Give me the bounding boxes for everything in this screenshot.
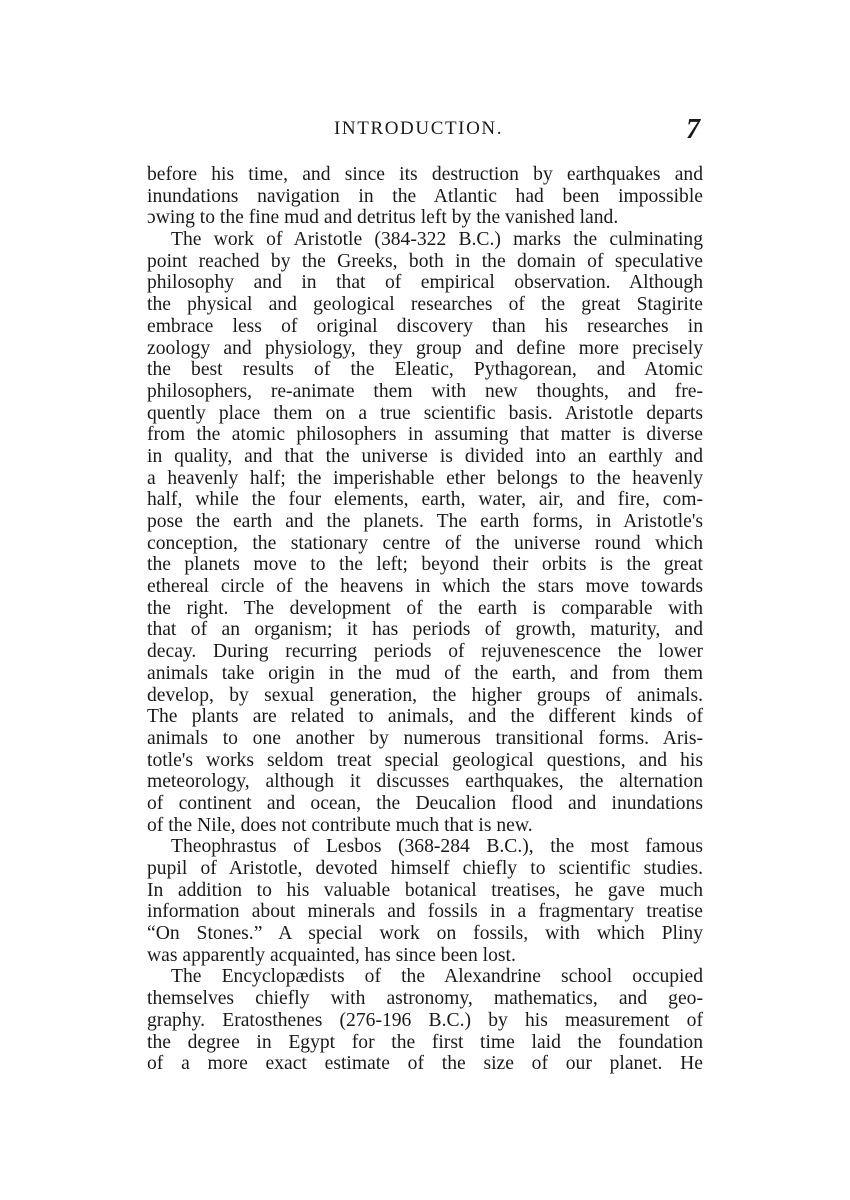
text-line: animals take origin in the mud of the earth, and from them [147,662,703,684]
text-line: The plants are related to animals, and the different kinds of [147,706,703,728]
text-line: the right. The development of the earth is comparable with [147,597,703,619]
text-line: the planets move to the left; beyond their orbits is the great [147,554,703,576]
text-line: graphy. Eratosthenes (276-196 B.C.) by his measurement of [147,1009,703,1031]
text-line: point reached by the Greeks, both in the domain of speculative [147,250,703,272]
text-line: inundations navigation in the Atlantic had been impossible [147,185,703,207]
text-line: the best results of the Eleatic, Pythagorean, and Atomic [147,359,703,381]
text-line: from the atomic philosophers in assuming that matter is diverse [147,424,703,446]
text-line: was apparently acquainted, has since been lost. [147,944,516,966]
text-line: animals to one another by numerous transitional forms. Aris- [147,727,703,749]
body-text [147,164,703,1075]
text-line: a heavenly half; the imperishable ether belongs to the heavenly [147,467,703,489]
text-line: decay. During recurring periods of rejuvenescence the lower [147,641,703,663]
text-line: of continent and ocean, the Deucalion flood and inundations [147,792,703,814]
text-line: before his time, and since its destruction by earthquakes and [147,164,703,185]
page-number: 7 [686,114,700,145]
text-line: of the Nile, does not contribute much that is new. [147,814,533,836]
text-line: the degree in Egypt for the first time laid the foundation [147,1031,703,1053]
text-line: pose the earth and the planets. The earth forms, in Aristotle's [147,511,703,532]
text-line: “On Stones.” A special work on fossils, with which Pliny [147,923,703,945]
text-line: embrace less of original discovery than his researches in [147,315,703,337]
text-line: half, while the four elements, earth, water, air, and fire, com- [147,489,703,511]
text-line: themselves chiefly with astronomy, mathematics, and geo- [147,988,703,1010]
text-line: The work of Aristotle (384-322 B.C.) marks the culminating [171,229,703,251]
text-line: meteorology, although it discusses earthquakes, the alternation [147,771,703,793]
text-line: totle's works seldom treat special geological questions, and his [147,749,703,771]
text-line: zoology and physiology, they group and define more precisely [147,337,703,359]
text-line: pupil of Aristotle, devoted himself chiefly to scientific studies. [147,858,703,879]
text-line: quently place them on a true scientific basis. Aristotle departs [147,402,703,424]
text-line: ethereal circle of the heavens in which the stars move towards [147,576,703,598]
text-line: The Encyclopædists of the Alexandrine school occupied [171,966,703,988]
text-line: the physical and geological researches of the great Stagirite [147,294,703,316]
text-line: ɔwing to the fine mud and detritus left by the vanished land. [147,207,619,229]
running-title: INTRODUCTION. [334,118,504,139]
text-line: philosophy and in that of empirical observation. Although [147,272,703,294]
text-line: Theophrastus of Lesbos (368-284 B.C.), the most famous [171,836,703,858]
running-head [0,114,850,148]
text-line: In addition to his valuable botanical treatises, he gave much [147,879,703,901]
text-line: that of an organism; it has periods of growth, maturity, and [147,619,703,641]
text-line: in quality, and that the universe is divided into an earthly and [147,445,703,467]
text-line: conception, the stationary centre of the universe round which [147,532,703,554]
text-line: develop, by sexual generation, the higher groups of animals. [147,684,703,706]
text-line: of a more exact estimate of the size of our planet. He [147,1053,703,1075]
text-line: information about minerals and fossils in a fragmentary treatise [147,901,703,923]
text-line: philosophers, re-animate them with new thoughts, and fre- [147,380,703,402]
